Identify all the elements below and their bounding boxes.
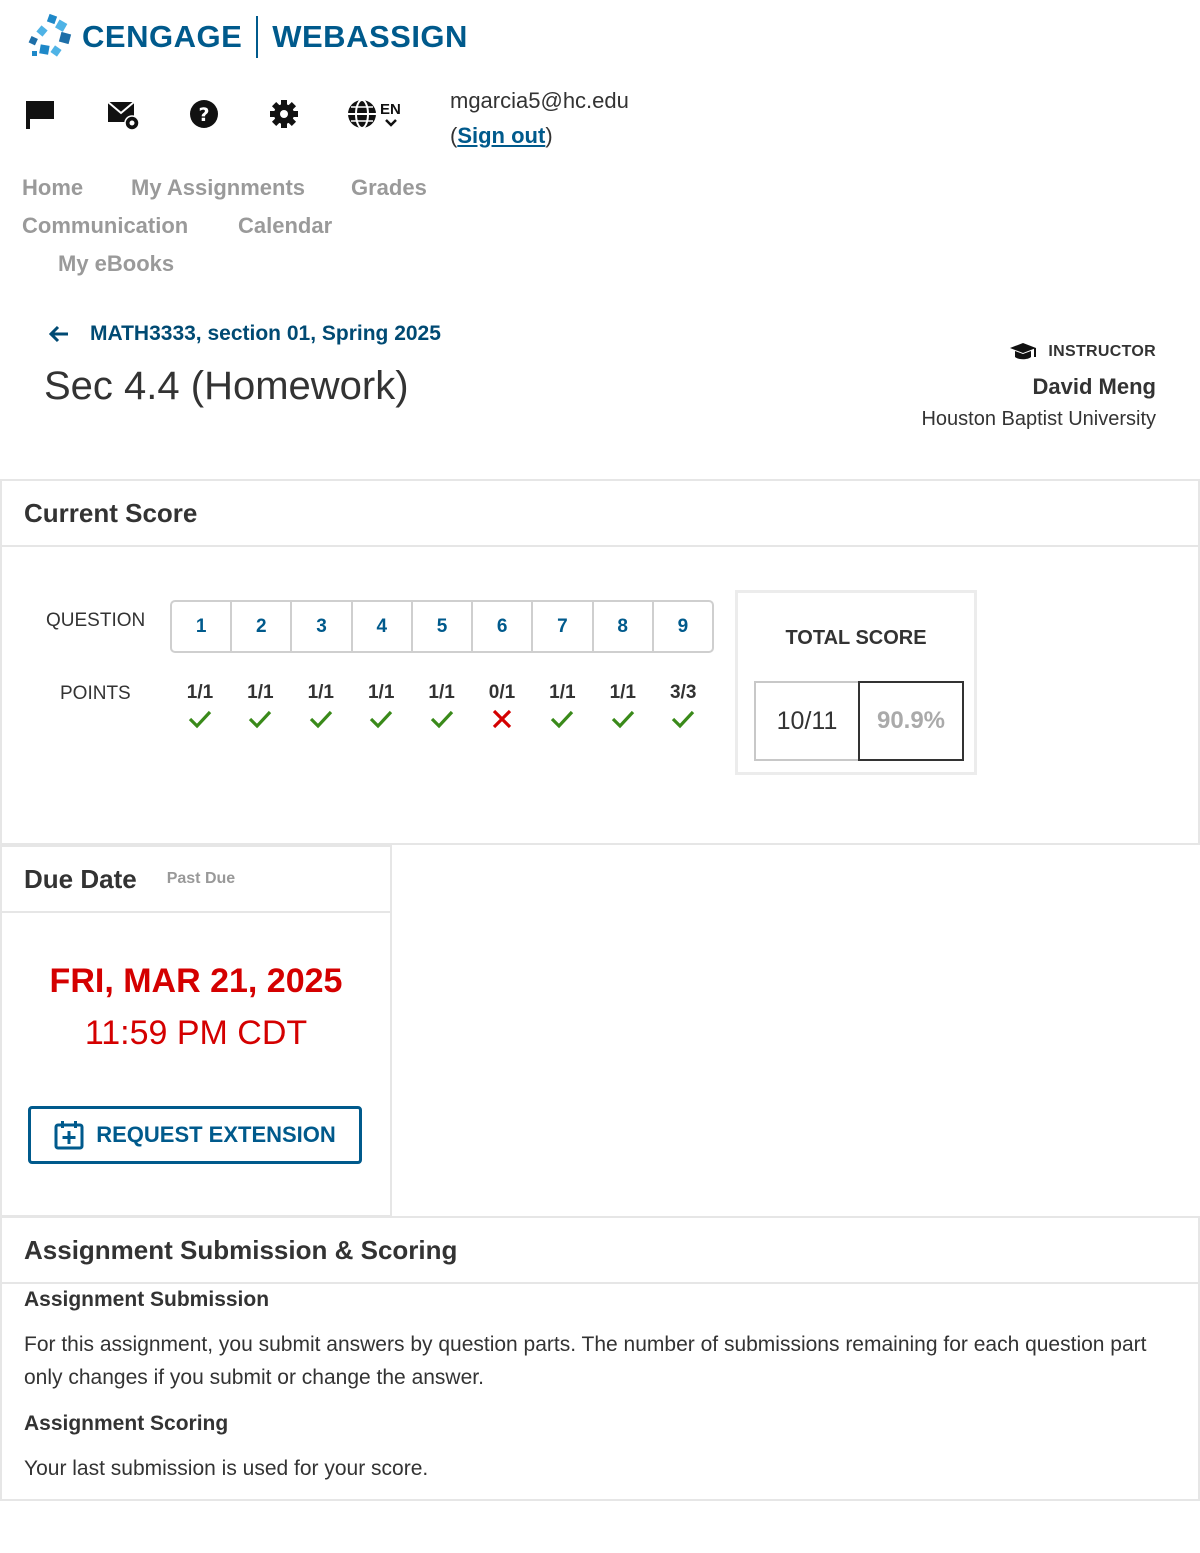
cengage-logo-icon — [26, 13, 74, 61]
total-score-percent: 90.9% — [858, 681, 964, 761]
brand-name-webassign: WEBASSIGN — [272, 19, 468, 54]
points-value: 0/1 — [488, 682, 516, 703]
question-button[interactable]: 4 — [353, 602, 413, 651]
total-score-box — [735, 590, 977, 775]
question-selector — [170, 600, 714, 653]
due-date-title: Due Date — [24, 863, 137, 894]
language-code[interactable]: EN — [380, 101, 401, 118]
user-email: mgarcia5@hc.edu — [450, 88, 629, 113]
question-button[interactable]: 8 — [594, 602, 654, 651]
assignment-title: Sec 4.4 (Homework) — [44, 364, 409, 408]
scoring-text: Your last submission is used for your score. — [24, 1457, 429, 1480]
check-icon — [593, 708, 653, 730]
question-points — [653, 682, 713, 730]
submission-scoring-title: Assignment Submission & Scoring — [24, 1234, 458, 1265]
check-icon — [653, 708, 713, 730]
current-score-panel — [0, 479, 1200, 845]
question-button[interactable]: 9 — [677, 615, 689, 637]
brand-name-cengage: CENGAGE — [82, 19, 243, 54]
points-value: 1/1 — [367, 682, 395, 703]
due-date-value: FRI, MAR 21, 2025 — [49, 962, 343, 1000]
svg-text:?: ? — [198, 104, 210, 126]
signout-row — [450, 123, 553, 149]
brand-divider — [256, 16, 258, 58]
globe-icon — [345, 97, 379, 131]
nav-home[interactable]: Home — [22, 175, 84, 200]
nav-communication[interactable]: Communication — [22, 213, 189, 238]
question-button[interactable]: 2 — [232, 602, 292, 651]
total-score-points: 10/11 — [754, 681, 860, 761]
check-icon — [230, 708, 290, 730]
mail-settings-icon — [105, 96, 141, 132]
check-icon — [351, 708, 411, 730]
question-row-label: QUESTION — [46, 610, 146, 631]
question-points — [170, 682, 230, 730]
nav-my-assignments[interactable]: My Assignments — [131, 175, 306, 200]
x-icon — [472, 708, 532, 730]
points-value: 1/1 — [549, 682, 576, 703]
question-points — [532, 682, 592, 730]
current-score-title: Current Score — [24, 497, 198, 528]
signout-link[interactable]: Sign out — [457, 123, 546, 148]
back-to-course-link[interactable] — [48, 322, 441, 346]
instructor-tag — [921, 342, 1156, 362]
check-icon — [412, 708, 472, 730]
instructor-university: Houston Baptist University — [921, 408, 1156, 430]
signout-open-paren: ( — [450, 123, 458, 148]
total-score-label: TOTAL SCORE — [785, 627, 927, 649]
points-value: 3/3 — [669, 682, 697, 703]
request-extension-label: REQUEST EXTENSION — [96, 1122, 336, 1147]
request-extension-button[interactable] — [28, 1106, 362, 1164]
help-button[interactable] — [184, 94, 224, 134]
language-button[interactable] — [342, 94, 382, 134]
flag-button[interactable] — [20, 94, 60, 134]
submission-heading: Assignment Submission — [24, 1288, 270, 1311]
question-points — [412, 682, 472, 730]
question-button[interactable]: 1 — [172, 602, 232, 651]
course-name: MATH3333, section 01, Spring 2025 — [90, 322, 441, 345]
submission-scoring-header — [2, 1218, 1198, 1284]
scoring-heading: Assignment Scoring — [24, 1412, 229, 1435]
current-score-header — [2, 481, 1198, 547]
messages-button[interactable] — [103, 94, 143, 134]
check-icon — [291, 708, 351, 730]
question-points — [472, 682, 532, 730]
instructor-label: INSTRUCTOR — [1048, 343, 1156, 360]
question-points — [230, 682, 290, 730]
question-points — [593, 682, 653, 730]
instructor-name: David Meng — [1032, 374, 1156, 399]
flag-icon — [23, 97, 57, 131]
help-icon — [188, 98, 220, 130]
nav-grades[interactable]: Grades — [351, 175, 427, 200]
past-due-badge: Past Due — [166, 870, 236, 887]
points-value: 1/1 — [247, 682, 274, 703]
graduation-cap-icon — [1008, 342, 1038, 362]
cengage-webassign-logo[interactable] — [26, 12, 468, 62]
nav-calendar[interactable]: Calendar — [238, 213, 333, 238]
check-icon — [170, 708, 230, 730]
points-value: 1/1 — [186, 682, 214, 703]
question-points — [351, 682, 411, 730]
arrow-left-icon — [48, 324, 70, 344]
due-time-value: 11:59 PM CDT — [84, 1014, 308, 1052]
check-icon — [532, 708, 592, 730]
question-button[interactable]: 5 — [413, 602, 473, 651]
settings-button[interactable] — [264, 94, 304, 134]
chevron-down-icon — [385, 118, 397, 128]
question-button[interactable]: 3 — [292, 602, 352, 651]
points-value: 1/1 — [307, 682, 334, 703]
points-value: 1/1 — [428, 682, 455, 703]
question-button[interactable]: 6 — [473, 602, 533, 651]
nav-my-ebooks[interactable]: My eBooks — [58, 251, 175, 276]
submission-text: For this assignment, you submit answers by question parts. The number of submissions remaining for each question part only changes if you submit or change the answer. — [24, 1333, 1147, 1389]
calendar-plus-icon — [54, 1120, 84, 1150]
points-row-label: POINTS — [60, 683, 131, 704]
question-button[interactable]: 7 — [533, 602, 593, 651]
points-value: 1/1 — [609, 682, 636, 703]
signout-close-paren: ) — [545, 123, 553, 148]
instructor-info — [921, 342, 1156, 431]
gear-icon — [268, 98, 300, 130]
question-points — [291, 682, 351, 730]
due-date-header — [2, 847, 390, 913]
